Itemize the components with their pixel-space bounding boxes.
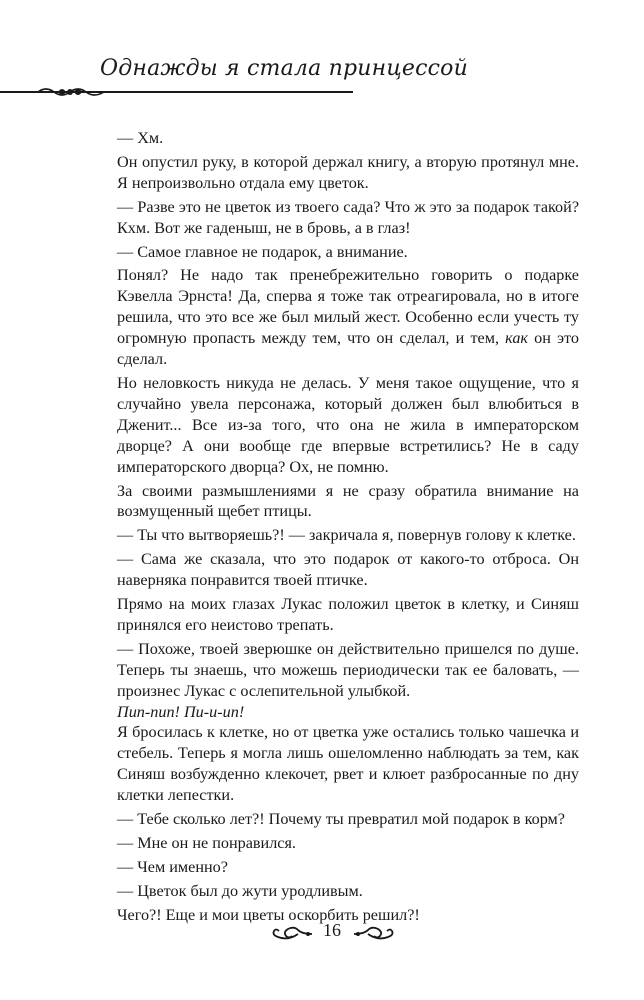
paragraph xyxy=(117,702,579,723)
scroll-flourish-icon xyxy=(352,925,398,943)
paragraph: — Похоже, твоей зверюшке он действительно пришелся по душе. Теперь ты знаешь, что можешь периодически так ее баловать, — произнес Лукас с ослепительной улыбкой. xyxy=(117,639,579,700)
bird-sound: Пип-пип! Пи-и-ип! xyxy=(117,702,245,721)
paragraph: Понял? Не надо так пренебрежительно говорить о подарке Кэвелла Эрнста! Да, сперва я тоже так отреагировала, но в итоге решила, что это все же был милый жест. Особенно если учесть ту огромную пропасть между тем, что он сделал, и тем, как он это сделал. xyxy=(117,266,579,369)
paragraph: Я бросилась к клетке, но от цветка уже остались только чашечка и стебель. Теперь я могла лишь ошеломленно наблюдать за тем, как Синяш возбужденно клекочет, рвет и клюет разбросанные по дну клетки лепестки. xyxy=(117,723,579,805)
paragraph: Но неловкость никуда не делась. У меня такое ощущение, что я случайно увела персонажа, который должен был влюбиться в Дженит... Все из-за того, что она не жила в императорском дворце? А они вообще где впервые встретились? Не в саду императорского дворца? Ох, не помню. xyxy=(117,373,579,476)
paragraph: — Сама же сказала, что это подарок от какого-то отброса. Он наверняка понравится твоей птичке. xyxy=(117,550,579,590)
paragraph: — Тебе сколько лет?! Почему ты превратил мой подарок в корм? xyxy=(117,810,565,829)
paragraph: — Разве это не цветок из твоего сада? Что ж это за подарок такой? Кхм. Вот же гаденыш, не в бровь, а в глаз! xyxy=(117,197,579,237)
scroll-flourish-icon xyxy=(268,925,314,943)
paragraph: — Цветок был до жути уродливым. xyxy=(117,881,363,900)
paragraph: — Хм. xyxy=(117,129,164,147)
page-number: 16 xyxy=(323,920,341,940)
emphasis: как xyxy=(505,329,528,348)
paragraph: — Самое главное не подарок, а внимание. xyxy=(117,242,408,261)
paragraph: Он опустил руку, в которой держал книгу, а вторую протянул мне. Я непроизвольно отдала ему цветок. xyxy=(117,152,579,192)
floral-flourish-icon xyxy=(36,84,106,100)
paragraph: — Ты что вытворяешь?! — закричала я, повернув голову к клетке. xyxy=(117,526,576,545)
paragraph: Прямо на моих глазах Лукас положил цветок в клетку, и Синяш принялся его неистово трепать. xyxy=(117,595,579,634)
body-text xyxy=(117,128,579,926)
paragraph: За своими размышлениями я не сразу обратила внимание на возмущенный щебет птицы. xyxy=(117,481,579,521)
paragraph: — Мне он не понравился. xyxy=(117,834,296,852)
book-title: Однажды я стала принцессой xyxy=(100,56,468,81)
paragraph: — Чем именно? xyxy=(117,857,228,876)
paragraph: Чего?! Еще и мои цветы оскорбить решил?! xyxy=(117,905,420,924)
